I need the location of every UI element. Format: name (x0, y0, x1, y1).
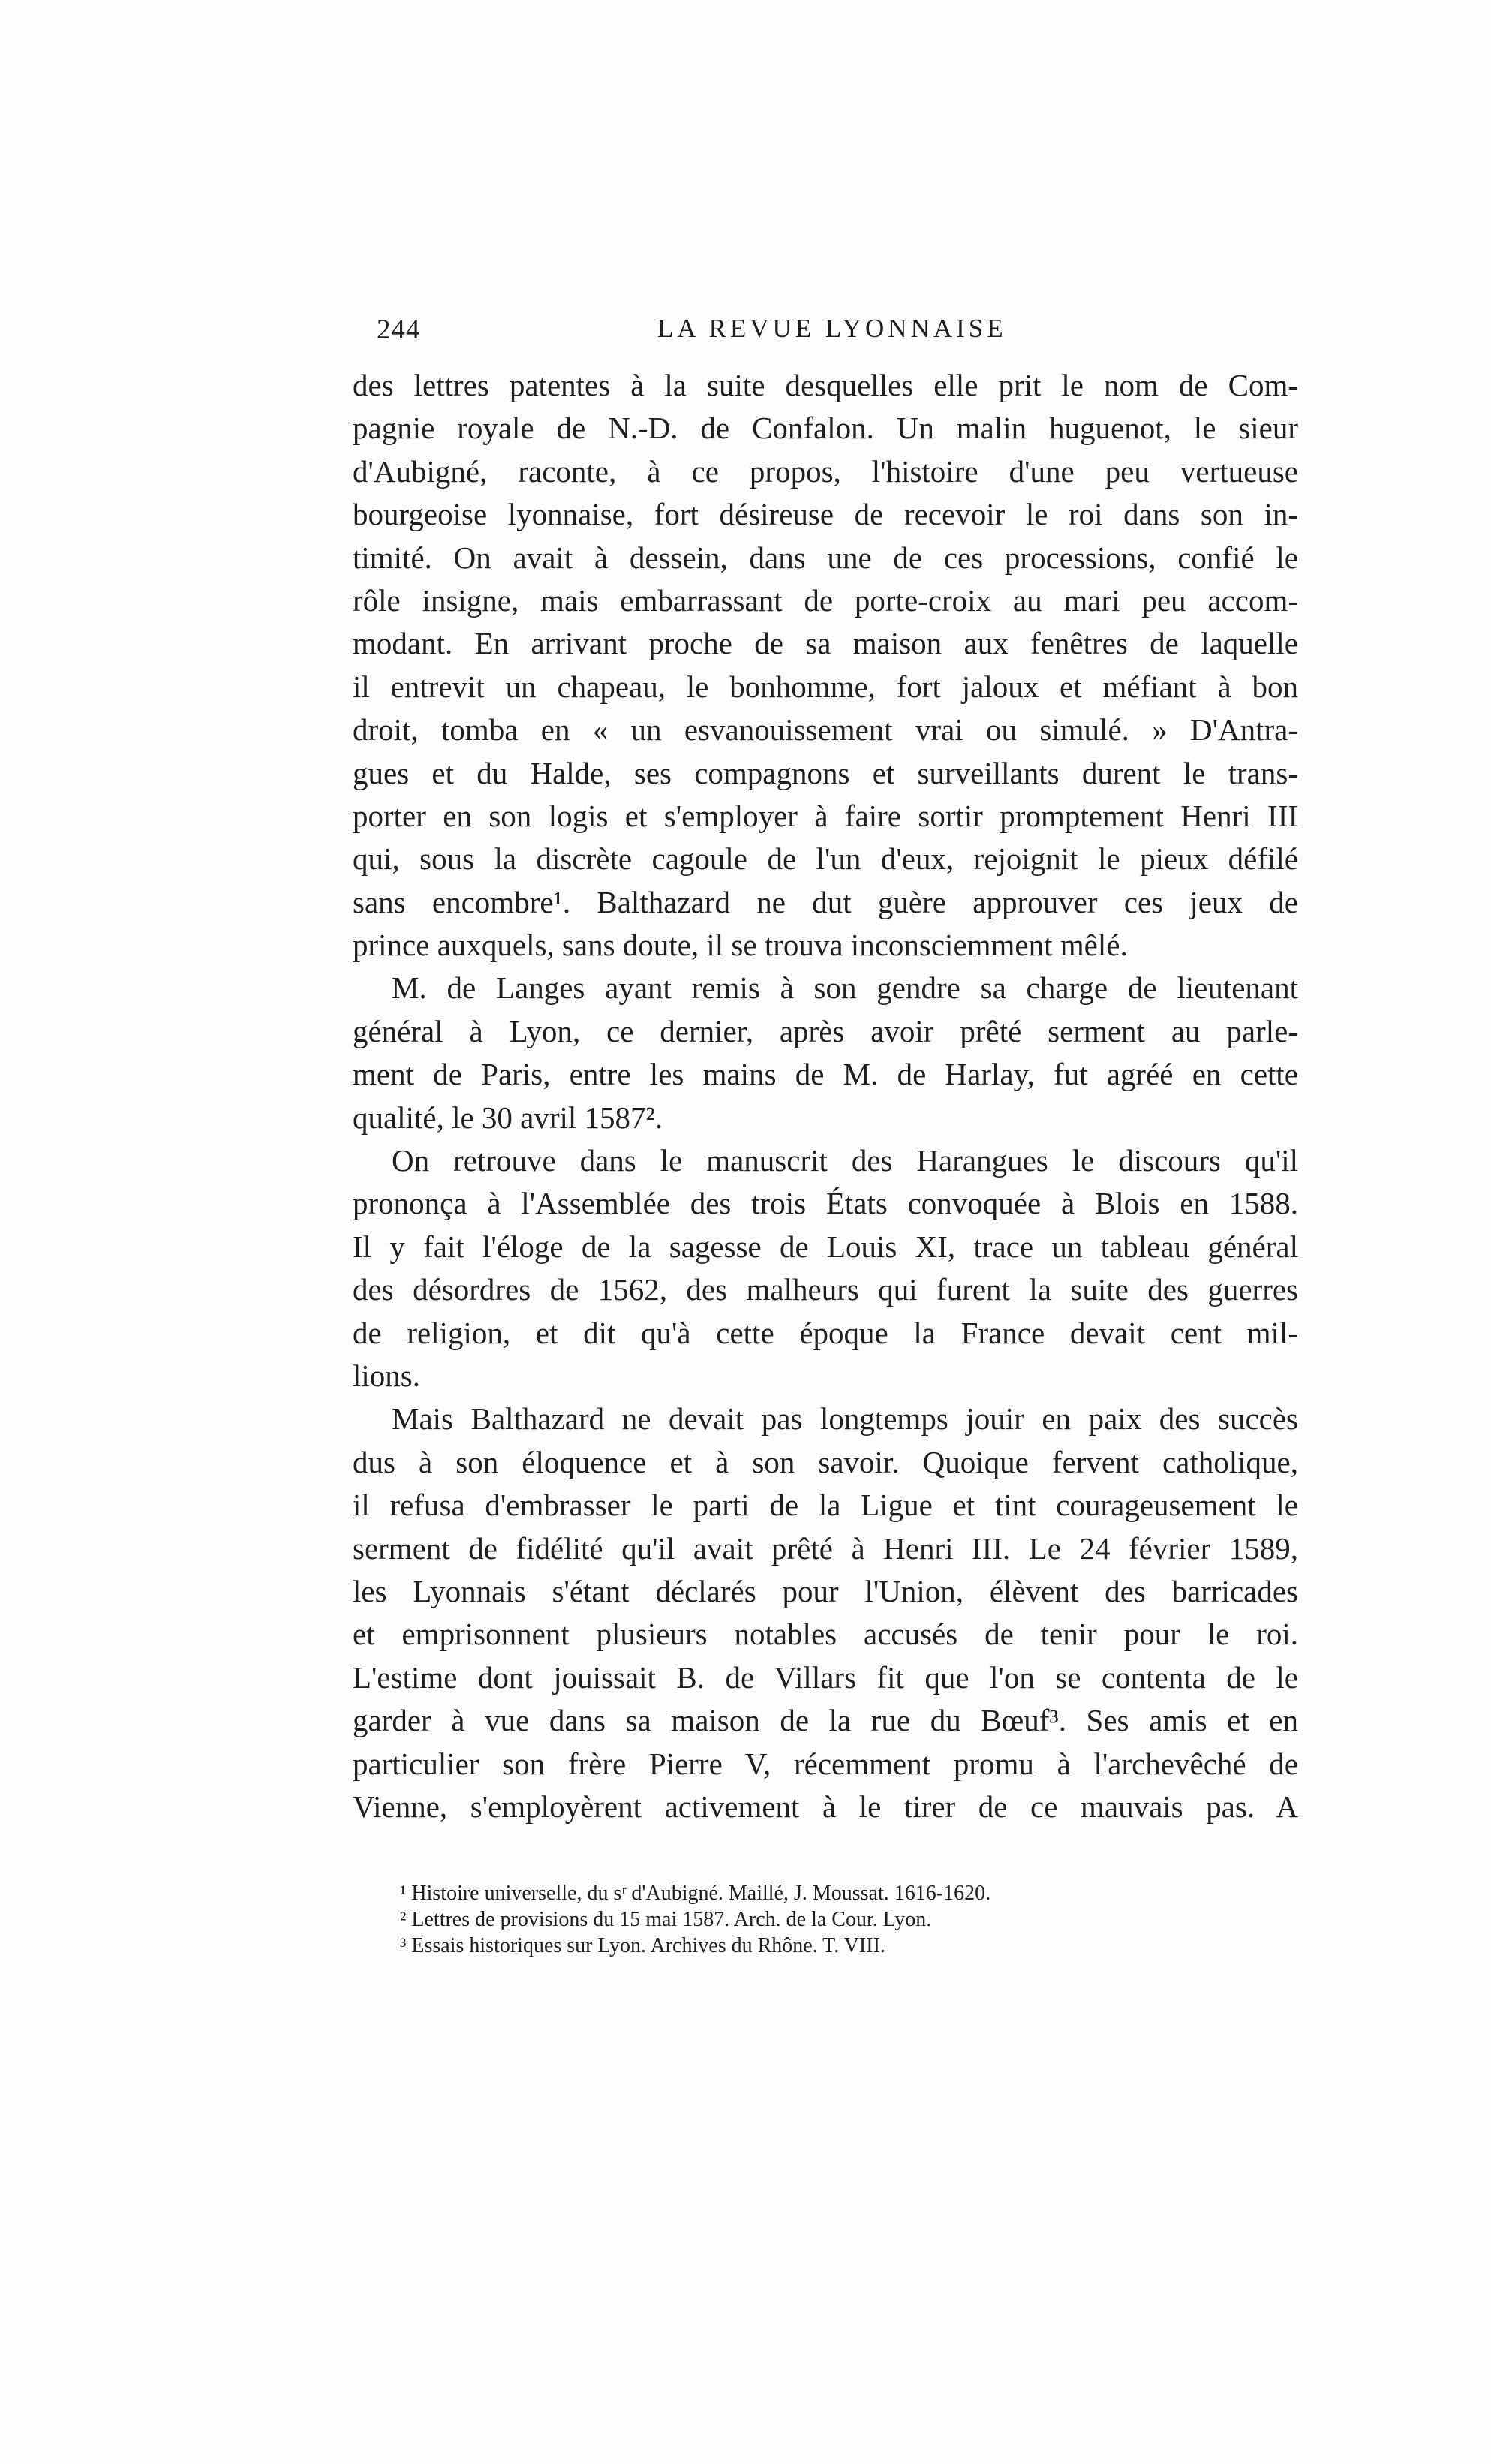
text-line: des lettres patentes à la suite desquelles elle prit le nom de Com- (353, 368, 1298, 402)
text-line: garder à vue dans sa maison de la rue du Bœuf³. Ses amis et en (353, 1703, 1298, 1738)
text-line: général à Lyon, ce dernier, après avoir prêté serment au parle- (353, 1013, 1298, 1048)
text-line: de religion, et dit qu'à cette époque la France devait cent mil- (353, 1315, 1298, 1350)
body-text (353, 364, 1298, 1828)
text-line: et emprisonnent plusieurs notables accusés de tenir pour le roi. (353, 1617, 1298, 1652)
text-line: Vienne, s'employèrent activement à le tirer de ce mauvais pas. A (353, 1789, 1298, 1824)
text-line: les Lyonnais s'étant déclarés pour l'Union, élèvent des barricades (353, 1573, 1298, 1608)
text-line: L'estime dont jouissait B. de Villars fit que l'on se contenta de le (353, 1659, 1298, 1695)
footnote: ² Lettres de provisions du 15 mai 1587. Arch. de la Cour. Lyon. (400, 1908, 932, 1931)
text-line: qui, sous la discrète cagoule de l'un d'eux, rejoignit le pieux défilé (353, 841, 1298, 877)
text-line: serment de fidélité qu'il avait prêté à Henri III. Le 24 février 1589, (353, 1530, 1298, 1566)
text-line: timité. On avait à dessein, dans une de ces processions, confié le (353, 540, 1298, 575)
page-number: 244 (377, 314, 421, 345)
footnote: ³ Essais historiques sur Lyon. Archives du Rhône. T. VIII. (400, 1934, 885, 1957)
text-line: ment de Paris, entre les mains de M. de Harlay, fut agréé en cette (353, 1057, 1298, 1092)
footnotes (400, 1880, 1300, 1959)
text-line: il refusa d'embrasser le parti de la Ligue et tint courageusement le (353, 1488, 1298, 1523)
text-line: Mais Balthazard ne devait pas longtemps jouir en paix des succès (392, 1401, 1298, 1437)
text-line: il entrevit un chapeau, le bonhomme, fort jaloux et méfiant à bon (353, 669, 1298, 704)
text-line: des désordres de 1562, des malheurs qui furent la suite des guerres (353, 1272, 1298, 1307)
running-title: LA REVUE LYONNAISE (657, 314, 1007, 343)
text-line: dus à son éloquence et à son savoir. Quoique fervent catholique, (353, 1444, 1298, 1479)
text-line: On retrouve dans le manuscrit des Harangues le discours qu'il (392, 1143, 1298, 1178)
footnote: ¹ Histoire universelle, du sʳ d'Aubigné. Maillé, J. Moussat. 1616-1620. (400, 1882, 991, 1905)
text-line: M. de Langes ayant remis à son gendre sa charge de lieutenant (392, 970, 1298, 1006)
text-line: pagnie royale de N.-D. de Confalon. Un malin huguenot, le sieur (353, 411, 1298, 446)
text-line: lions. (353, 1358, 420, 1393)
text-line: droit, tomba en « un esvanouissement vrai ou simulé. » D'Antra- (353, 712, 1298, 748)
text-line: qualité, le 30 avril 1587². (353, 1100, 663, 1135)
text-line: prince auxquels, sans doute, il se trouva inconsciemment mêlé. (353, 928, 1128, 963)
text-line: bourgeoise lyonnaise, fort désireuse de recevoir le roi dans son in- (353, 497, 1298, 532)
text-line: sans encombre¹. Balthazard ne dut guère approuver ces jeux de (353, 884, 1298, 919)
text-line: gues et du Halde, ses compagnons et surveillants durent le trans- (353, 755, 1298, 790)
text-line: d'Aubigné, raconte, à ce propos, l'histoire d'une peu vertueuse (353, 453, 1298, 489)
text-line: rôle insigne, mais embarrassant de porte-croix au mari peu accom- (353, 582, 1298, 618)
text-line: Il y fait l'éloge de la sagesse de Louis XI, trace un tableau général (353, 1229, 1298, 1264)
text-line: porter en son logis et s'employer à faire sortir promptement Henri III (353, 798, 1298, 833)
text-line: prononça à l'Assemblée des trois États convoquée à Blois en 1588. (353, 1186, 1298, 1221)
text-line: modant. En arrivant proche de sa maison aux fenêtres de laquelle (353, 626, 1298, 661)
page-header (377, 314, 1298, 356)
text-line: particulier son frère Pierre V, récemment promu à l'archevêché de (353, 1746, 1298, 1781)
